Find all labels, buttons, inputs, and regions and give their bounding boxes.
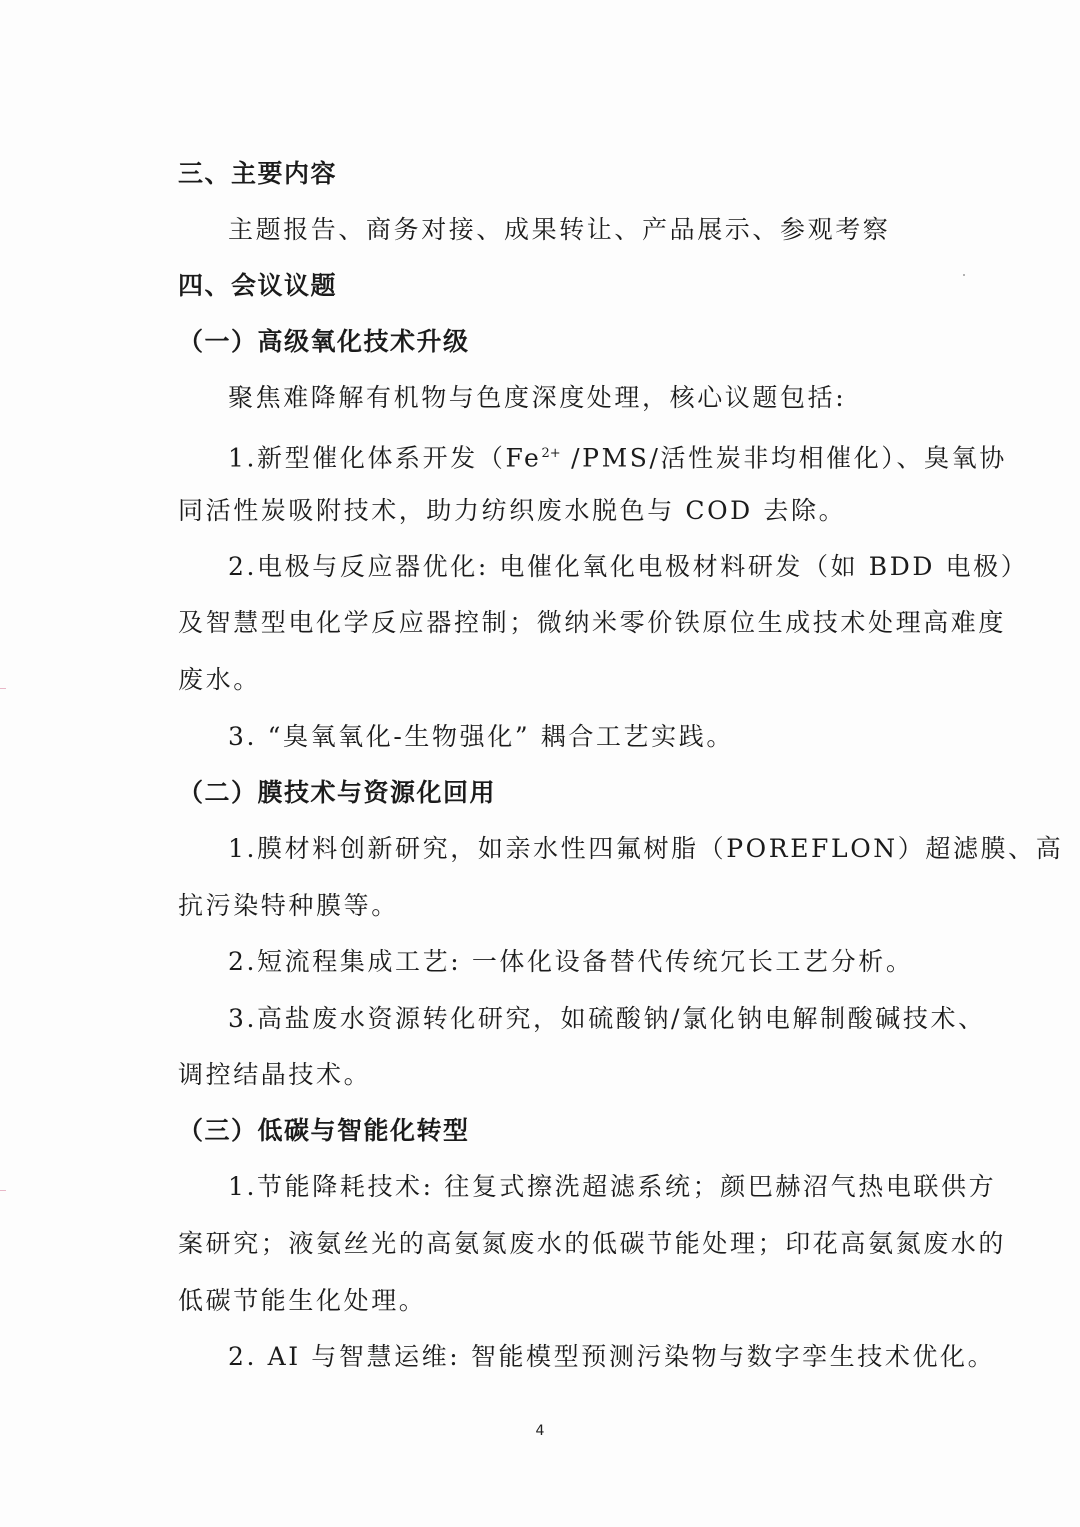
section-heading-main-content: 三、主要内容 bbox=[178, 159, 338, 188]
membrane-item-2: 2.短流程集成工艺: 一体化设备替代传统冗长工艺分析。 bbox=[228, 947, 914, 976]
oxidation-item-3: 3. “臭氧氧化-生物强化” 耦合工艺实践。 bbox=[228, 722, 734, 751]
oxidation-item-1-line-1 bbox=[228, 437, 1007, 475]
membrane-item-1-line-2: 抗污染特种膜等。 bbox=[178, 891, 399, 920]
oxidation-item-2-line-1: 2.电极与反应器优化: 电催化氧化电极材料研发（如 BDD 电极） bbox=[228, 552, 1029, 581]
section-heading-topics: 四、会议议题 bbox=[178, 271, 338, 300]
oxidation-item-1-pre: 1.新型催化体系开发（Fe bbox=[228, 443, 542, 473]
page-number: 4 bbox=[535, 1423, 545, 1439]
lowcarbon-item-1-line-1: 1.节能降耗技术: 往复式擦洗超滤系统；颜巴赫沼气热电联供方 bbox=[228, 1172, 997, 1201]
lowcarbon-item-1-line-2: 案研究；液氨丝光的高氨氮废水的低碳节能处理；印花高氨氮废水的 bbox=[178, 1229, 1007, 1258]
superscript-charge: 2+ bbox=[541, 446, 561, 461]
oxidation-intro: 聚焦难降解有机物与色度深度处理，核心议题包括: bbox=[228, 383, 847, 412]
scan-speck bbox=[963, 274, 965, 276]
membrane-item-3-line-2: 调控结晶技术。 bbox=[178, 1060, 372, 1089]
oxidation-item-1-post: /PMS/活性炭非均相催化）、臭氧协 bbox=[560, 443, 1007, 473]
oxidation-item-1-line-2: 同活性炭吸附技术，助力纺织废水脱色与 COD 去除。 bbox=[178, 496, 847, 525]
main-content-text: 主题报告、商务对接、成果转让、产品展示、参观考察 bbox=[228, 215, 891, 244]
scan-edge-mark bbox=[0, 1190, 6, 1191]
membrane-item-3-line-1: 3.高盐废水资源转化研究，如硫酸钠/氯化钠电解制酸碱技术、 bbox=[228, 1004, 986, 1033]
lowcarbon-item-2: 2. AI 与智慧运维: 智能模型预测污染物与数字孪生技术优化。 bbox=[228, 1342, 996, 1371]
scan-edge-mark bbox=[0, 688, 6, 689]
lowcarbon-item-1-line-3: 低碳节能生化处理。 bbox=[178, 1286, 427, 1315]
membrane-item-1-line-1: 1.膜材料创新研究，如亲水性四氟树脂（POREFLON）超滤膜、高 bbox=[228, 834, 1064, 863]
subsection-heading-oxidation: （一）高级氧化技术升级 bbox=[178, 327, 470, 356]
oxidation-item-2-line-2: 及智慧型电化学反应器控制；微纳米零价铁原位生成技术处理高难度 bbox=[178, 608, 1007, 637]
oxidation-item-2-line-3: 废水。 bbox=[178, 665, 261, 694]
subsection-heading-membrane: （二）膜技术与资源化回用 bbox=[178, 778, 497, 807]
subsection-heading-lowcarbon: （三）低碳与智能化转型 bbox=[178, 1116, 470, 1145]
